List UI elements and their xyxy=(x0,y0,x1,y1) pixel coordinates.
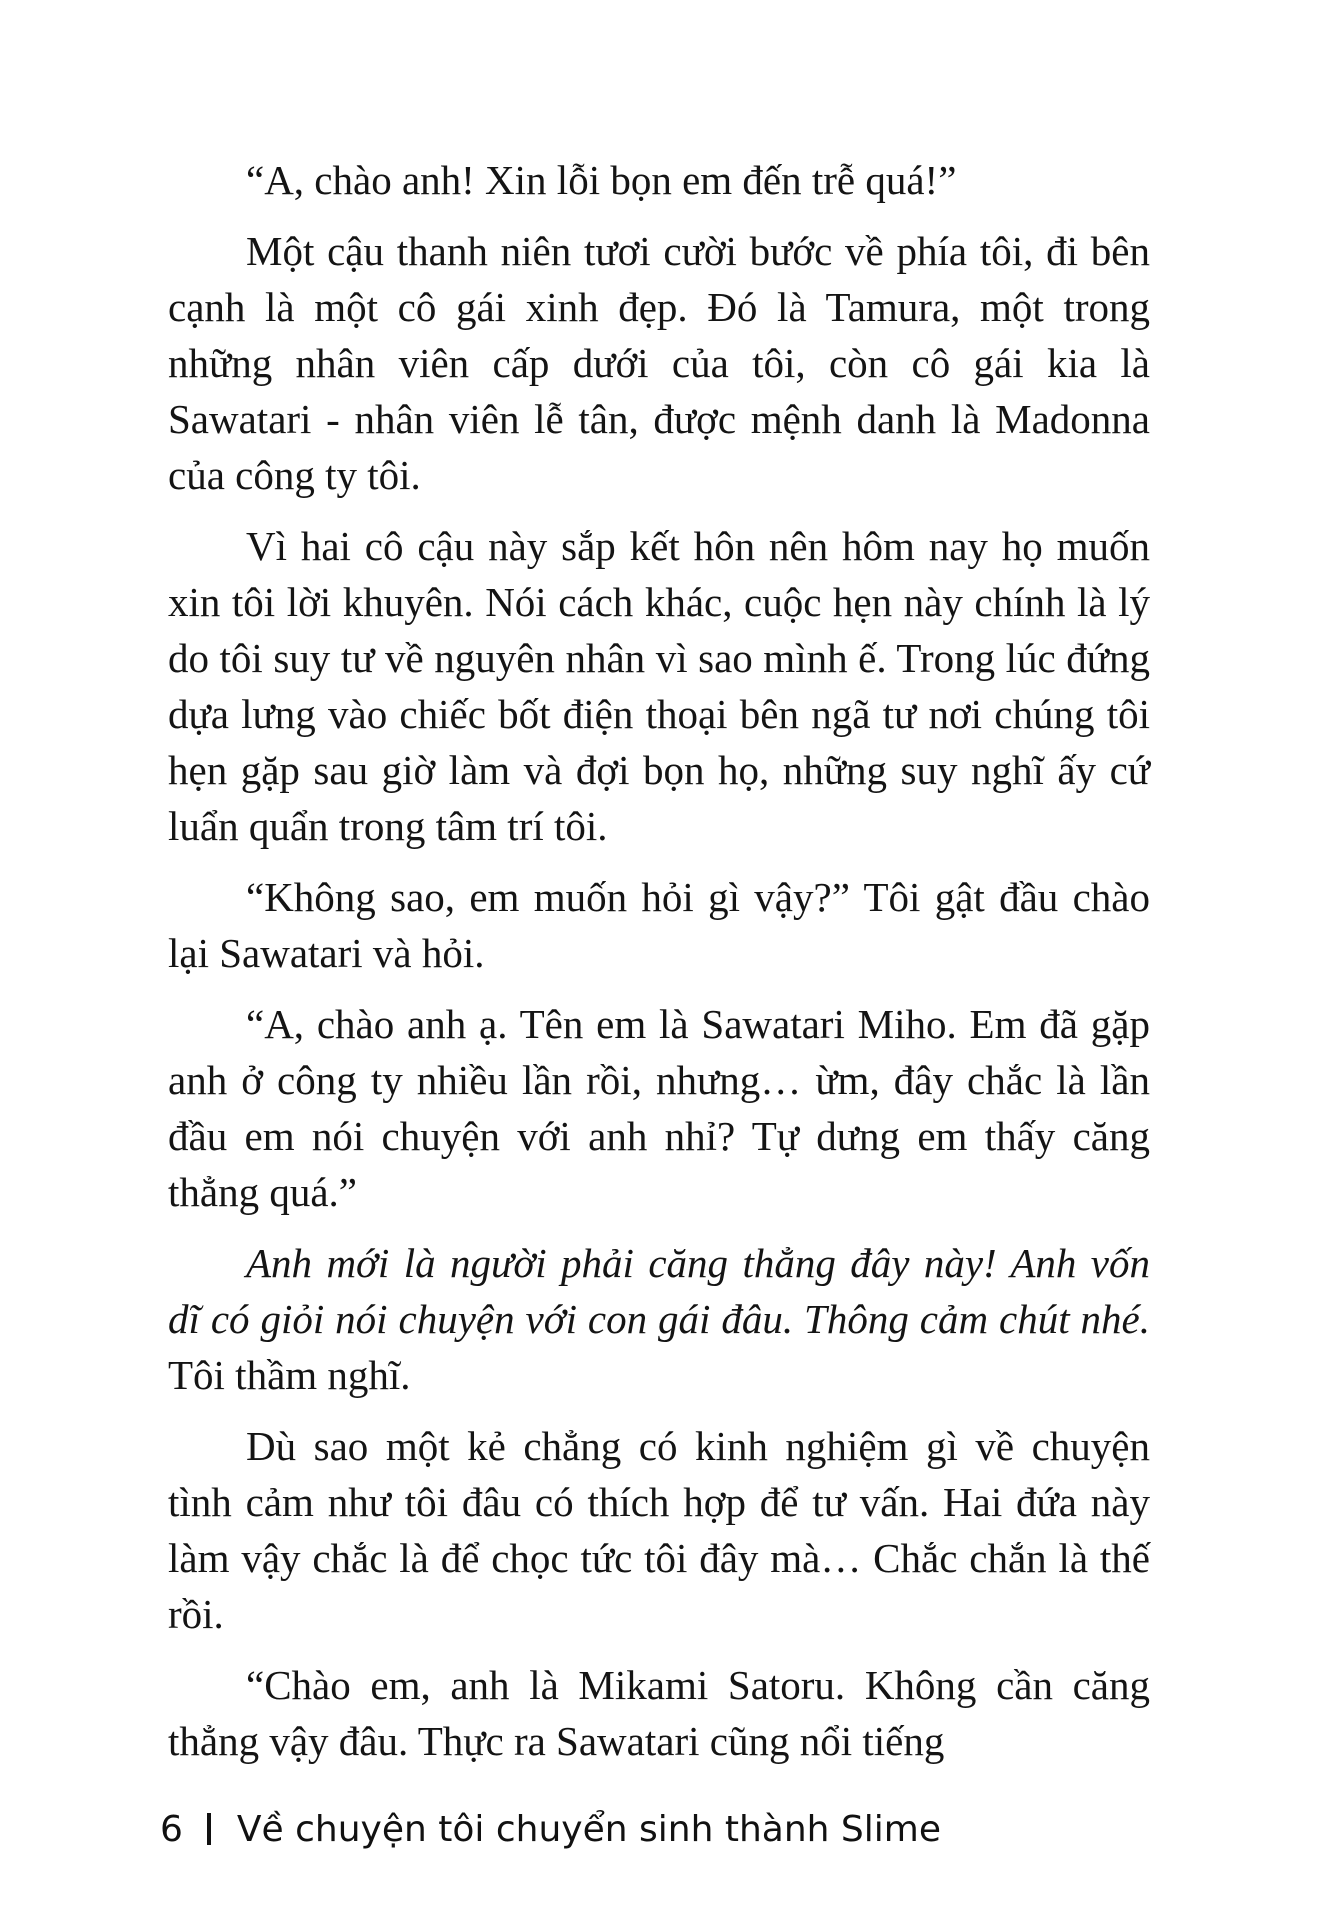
paragraph: “Chào em, anh là Mikami Satoru. Không cần căng thẳng vậy đâu. Thực ra Sawatari cũng nổi tiếng xyxy=(168,1662,1150,1764)
paragraph: “A, chào anh ạ. Tên em là Sawatari Miho. Em đã gặp anh ở công ty nhiều lần rồi, nhưng… ừm, đây chắc là lần đầu em nói chuyện với anh nhỉ? Tự dưng em thấy căng thẳng quá.” xyxy=(168,1001,1150,1215)
paragraph: “Không sao, em muốn hỏi gì vậy?” Tôi gật đầu chào lại Sawatari và hỏi. xyxy=(168,874,1150,976)
inner-thought-paragraph xyxy=(168,1235,1150,1403)
paragraph: Một cậu thanh niên tươi cười bước về phía tôi, đi bên cạnh là một cô gái xinh đẹp. Đó là Tamura, một trong những nhân viên cấp dưới của tôi, còn cô gái kia là Sawatari - nhân viên lễ tân, được mệnh danh là Madonna của công ty tôi. xyxy=(168,228,1150,498)
paragraph: Dù sao một kẻ chẳng có kinh nghiệm gì về chuyện tình cảm như tôi đâu có thích hợp để tư vấn. Hai đứa này làm vậy chắc là để chọc tức tôi đây mà… Chắc chắn là thế rồi. xyxy=(168,1423,1150,1637)
page-body-text xyxy=(168,152,1150,1784)
paragraph: “A, chào anh! Xin lỗi bọn em đến trễ quá!” xyxy=(246,157,957,203)
paragraph: Vì hai cô cậu này sắp kết hôn nên hôm nay họ muốn xin tôi lời khuyên. Nói cách khác, cuộc hẹn này chính là lý do tôi suy tư về nguyên nhân vì sao mình ế. Trong lúc đứng dựa lưng vào chiếc bốt điện thoại bên ngã tư nơi chúng tôi hẹn gặp sau giờ làm và đợi bọn họ, những suy nghĩ ấy cứ luẩn quẩn trong tâm trí tôi. xyxy=(168,523,1150,849)
inner-thought-text: Anh mới là người phải căng thẳng đây này! Anh vốn dĩ có giỏi nói chuyện với con gái đâu. Thông cảm chút nhé. xyxy=(168,1240,1150,1342)
book-title: Về chuyện tôi chuyển sinh thành Slime xyxy=(236,1809,941,1850)
page-footer xyxy=(160,1808,941,1852)
page-number: 6 xyxy=(160,1809,183,1850)
footer-separator xyxy=(207,1813,211,1845)
inner-thought-tail: Tôi thầm nghĩ. xyxy=(168,1352,411,1398)
